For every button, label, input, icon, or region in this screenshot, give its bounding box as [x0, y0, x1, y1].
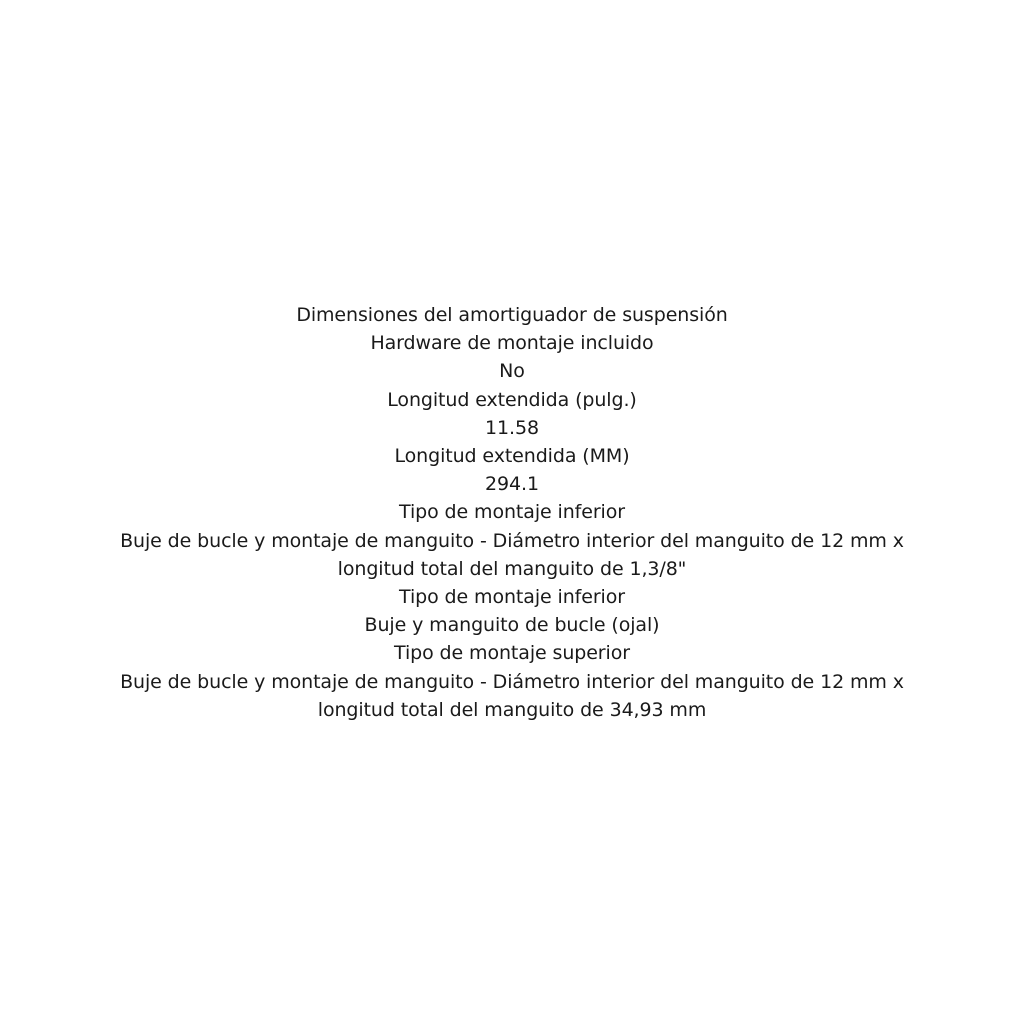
lower-mount-value-alt: Buje y manguito de bucle (ojal)	[364, 614, 660, 637]
hardware-label: Hardware de montaje incluido	[370, 332, 654, 355]
spec-sheet	[0, 301, 1024, 724]
extended-length-in-value: 11.58	[485, 416, 539, 439]
lower-mount-value-line2: longitud total del manguito de 1,3/8"	[337, 557, 687, 580]
upper-mount-value-line1: Buje de bucle y montaje de manguito - Diámetro interior del manguito de 12 mm x	[120, 670, 904, 693]
extended-length-mm-label: Longitud extendida (MM)	[394, 445, 630, 468]
extended-length-mm-value: 294.1	[485, 473, 539, 496]
spec-heading: Dimensiones del amortiguador de suspensión	[296, 304, 728, 326]
lower-mount-value-line1: Buje de bucle y montaje de manguito - Diámetro interior del manguito de 12 mm x	[120, 529, 904, 552]
extended-length-in-label: Longitud extendida (pulg.)	[387, 388, 637, 411]
lower-mount-label-alt: Tipo de montaje inferior	[399, 586, 625, 609]
upper-mount-label: Tipo de montaje superior	[394, 642, 630, 665]
hardware-value: No	[499, 360, 525, 383]
lower-mount-label: Tipo de montaje inferior	[399, 501, 625, 524]
upper-mount-value-line2: longitud total del manguito de 34,93 mm	[317, 698, 707, 721]
